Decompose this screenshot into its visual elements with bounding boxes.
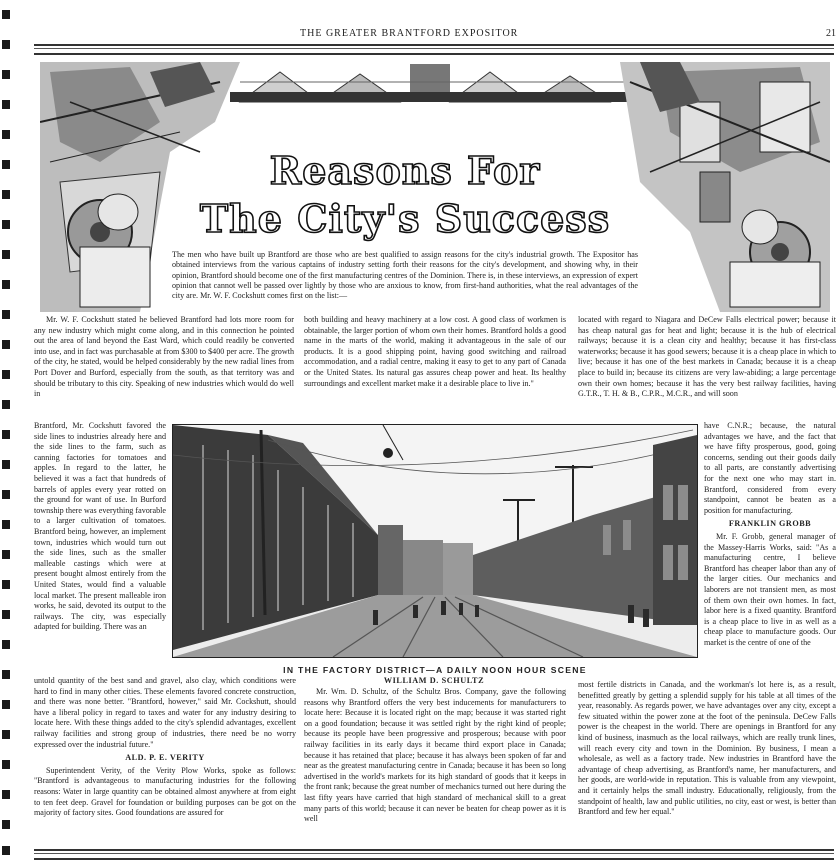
grobb-paragraph-1: Mr. F. Grobb, general manager of the Massey-Harris Works, said: "As a manufacturing centre, I believe Brantford has cheaper labor than any of the larger cities. Our mechanics and laborers are not transient men, as most of them own their own homes. In fact, labor here is a fixed quantity. Brantford is a cheap place to live in as well as a cheap place to manufacture goods. Our market is the centre of one of the	[704, 531, 836, 647]
column-3-narrow	[704, 421, 836, 648]
grobb-heading: FRANKLIN GROBB	[728, 519, 812, 529]
banner-title-line-2: The City's Success	[199, 196, 611, 241]
column-1-top	[34, 315, 294, 400]
schultz-continued-paragraph: located with regard to Niagara and DeCew Falls electrical power; because it has cheap natural gas for heat and light; because it is the hub of electrical railways; because it is a clean city and healthy; because it has first-class waterworks; because it has good sewers; because it is a cheap place in which to live; because it has one of the best markets in Canada; because it is a cheap place to build in; because its citizens are very law-abiding; a large percentage own their own homes; because it has the very best railway facilities, having G.T.R., T. H. & B., C.P.R., M.C.R., and will soon	[578, 315, 836, 399]
column-2-bottom	[304, 687, 566, 825]
column-2-top	[304, 315, 566, 389]
photo-caption: IN THE FACTORY DISTRICT—A DAILY NOON HOUR SCENE	[283, 665, 587, 675]
running-header: THE GREATER BRANTFORD EXPOSITOR	[300, 28, 519, 39]
banner-title	[170, 147, 640, 243]
top-ornamental-rule	[34, 44, 834, 55]
cockshutt-paragraph-2: Brantford, Mr. Cockshutt favored the side lines to industries already here and the side lines to the farm, such as canning factories for tomatoes and apples. In regard to the latter, he believed it was a fact that hundreds of barrels of apples every year rotted on the ground for want of use. In Burford township there was everything favorable to a larger cultivation of tomatoes. Brantford being, however, an implement town, industries which would turn out the side lines, such as the smaller malleable castings which were at present bought almost entirely from the United States, would find a valuable local market. The present malleable iron works, he said, devoted its output to the railways. The city, was especially adapted for building. There was an	[34, 421, 166, 632]
factory-district-photo	[172, 424, 698, 658]
binder-holes	[2, 0, 12, 856]
cockshutt-paragraph-3: untold quantity of the best sand and gravel, also clay, which conditions were hard to find in many other cities. These elements favored concrete construction, and there was none better. "Brantford, however," said Mr. Cockshutt, should have a liberal policy in regard to taxes and water for any industry desiring to locate here. With these things added to the city's splendid advantages, excellent railway facilities and strong group of industries, there need be no worry expressed over the industrial future."	[34, 676, 296, 749]
banner-title-line-1: Reasons For	[269, 148, 541, 193]
column-1-bottom	[34, 676, 296, 819]
schultz-paragraph: Mr. Wm. D. Schultz, of the Schultz Bros. Company, gave the following reasons why Brantford offers the very best inducements for manufacturers to locate here: Because it is located right on the map; because it was started right on a good foundation; because it was settled right by the right kind of people; because its people have been progressive and prosperous; because with poor railway facilities in its early days it became third export place in Canada; because it has retained that place; because it has always been spoken of far and near as the greatest manufacturing centre in Canada; because it has been so long advertised in the world's markets for its high standard of goods that it keeps in the front rank; because the great number of mechanics turned out here during the last fifty years have carried that high standard of mechanical skill to a great many parts of this world; because it can never be beaten for cheap power as it is well	[304, 687, 566, 824]
verity-heading: ALD. P. E. VERITY	[125, 753, 205, 763]
schultz-heading: WILLIAM D. SCHULTZ	[383, 676, 485, 685]
column-1-narrow	[34, 421, 166, 633]
cockshutt-paragraph-1: Mr. W. F. Cockshutt stated he believed Brantford had lots more room for any new industry which might come along, and in this connection he pointed out the area of land beyond the East Ward, which could readily be converted into use, and in fact was purchasable at from $300 to $400 per acre. The growth of the city, he stated, would be helped considerably by the new radial lines from Port Dover and Burford, especially from the south, as that territory was and should be tributary to this city. Speaking of new industries which would do well in	[34, 315, 294, 399]
page-number: 21	[826, 28, 836, 39]
grobb-paragraph-2: most fertile districts in Canada, and the workman's lot here is, as a result, benefitted greatly by getting a splendid supply for his table at all times of the year, reasonably. As regards power, we have advantages over any city, except a few situated within the power zone at the foot of the peninsula. DeCew Falls power is the cheapest in the world. There are openings in Brantford for any kind of business, inasmuch as the local railways, which are really trunk lines, will reach every city and town in the Dominion. By business, I mean a wholesale, as well as a factory trade. New industries in Brantford have the advantage of cheap advertising, as Brantford's name, her manufacturers, and her goods, are world-wide in reputation. This is valuable from any viewpoint, and it certainly helps the small industry. Educationally, religiously, from the standpoint of health, law and public utilities, no city, east or west, is better than Brantford and few her equal."	[578, 680, 836, 817]
schultz-closing-paragraph: have C.N.R.; because, the natural advantages we have, and the fact that we have fifty prosperous, good, going concerns, sending out their goods daily to all parts, are constantly advertising for the next one who may start in. Brantford, considered from every standpoint, cannot be beaten as a position for manufacturing.	[704, 421, 836, 515]
intro-paragraph: The men who have built up Brantford are those who are best qualified to assign reasons for the city's industrial growth. The Expositor has obtained interviews from the various captains of industry setting forth their reasons for the city's development, and showing why, in their opinion, Brantford should become one of the first manufacturing centres of the Dominion. There is, in these interviews, an expression of expert opinion that cannot well be passed over lightly by those who are anxious to know, from first-hand authorities, what the real advantages of the city are. Mr. W. F. Cockshutt comes first on the list:—	[172, 250, 638, 301]
column-3-top	[578, 315, 836, 400]
factory-street-scene	[173, 425, 697, 657]
column-3-bottom	[578, 680, 836, 818]
bottom-ornamental-rule	[34, 849, 834, 860]
verity-paragraph: Superintendent Verity, of the Verity Plow Works, spoke as follows: "Brantford is advantageous to manufacturing industries for the following reasons: Water in large quantity can be obtained almost anywhere at from eight to ten feet deep. Gravel for foundation or building purposes can be got on the majority of factory sites. Good foundations are assured for	[34, 765, 296, 818]
verity-continued-paragraph: both building and heavy machinery at a low cost. A good class of workmen is obtainable, the larger portion of whom own their homes. Brantford holds a good name in the marts of the world, making it advantageous in the sale of our products. It is a good shipping point, having good switching and railroad accommodation, and a radial centre, making it easy to get to any part of Canada or the United States. Its natural gas assures cheap power and heat. Its healthy surroundings and excellent market make it a desirable place to live in."	[304, 315, 566, 388]
